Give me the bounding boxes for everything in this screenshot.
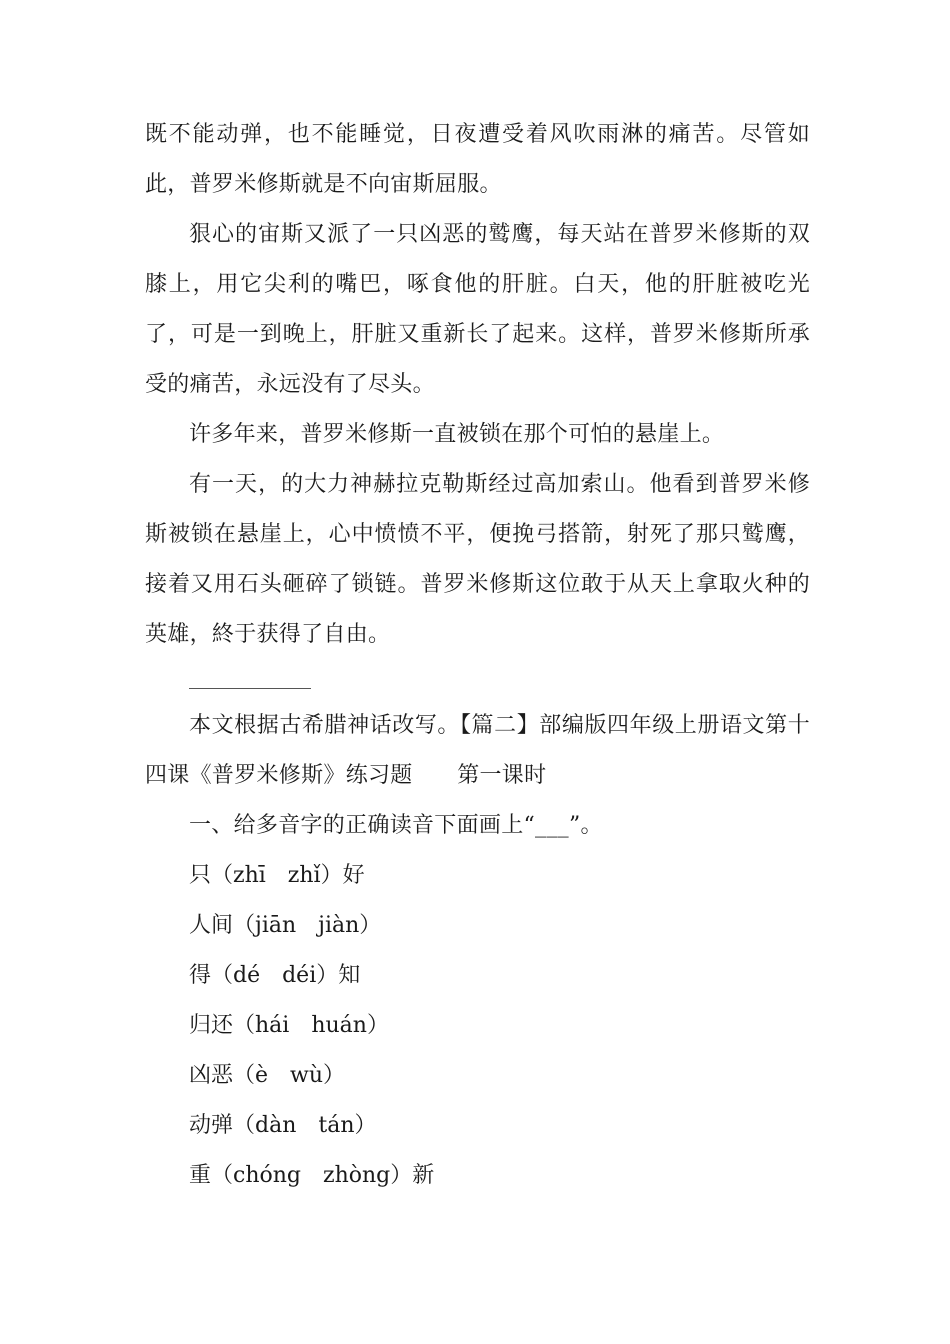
exercise-item: 归还（hái huán）	[189, 1013, 389, 1038]
exercise-item: 只（zhī zhǐ）好	[189, 863, 365, 888]
exercise-list	[145, 851, 810, 1201]
paragraph-years: 许多年来，普罗米修斯一直被锁在那个可怕的悬崖上。	[189, 422, 725, 447]
paragraph-hercules: 有一天，的大力神赫拉克勒斯经过高加索山。他看到普罗米修斯被锁在悬崖上，心中愤愤不平，便挽弓搭箭，射死了那只鹫鹰，接着又用石头砸碎了锁链。普罗米修斯这位敢于从天上拿取火种的英雄，終于获得了自由。	[145, 472, 810, 647]
exercise-item: 得（dé déi）知	[189, 963, 361, 988]
exercise-item: 动弹（dàn tán）	[189, 1113, 377, 1138]
exercise-title: 一、给多音字的正确读音下面画上“___”。	[189, 813, 603, 838]
paragraph-continuation: 既不能动弹，也不能睡觉，日夜遭受着风吹雨淋的痛苦。尽管如此，普罗米修斯就是不向宙斯屈服。	[145, 122, 810, 197]
paragraph-eagle: 狠心的宙斯又派了一只凶恶的鹫鹰，每天站在普罗米修斯的双膝上，用它尖利的嘴巴，啄食他的肝脏。白天，他的肝脏被吃光了，可是一到晚上，肝脏又重新长了起来。这样，普罗米修斯所承受的痛苦，永远没有了尽头。	[145, 222, 810, 397]
source-note-paragraph: 本文根据古希腊神话改写。【篇二】部编版四年级上册语文第十四课《普罗米修斯》练习题 第一课时	[145, 713, 810, 788]
footnote-divider	[189, 688, 311, 689]
exercise-item: 凶恶（è wù）	[189, 1063, 346, 1088]
exercise-item: 重（chóng zhòng）新	[189, 1163, 435, 1188]
document-page	[145, 110, 810, 1201]
exercise-item: 人间（jiān jiàn）	[189, 913, 382, 938]
